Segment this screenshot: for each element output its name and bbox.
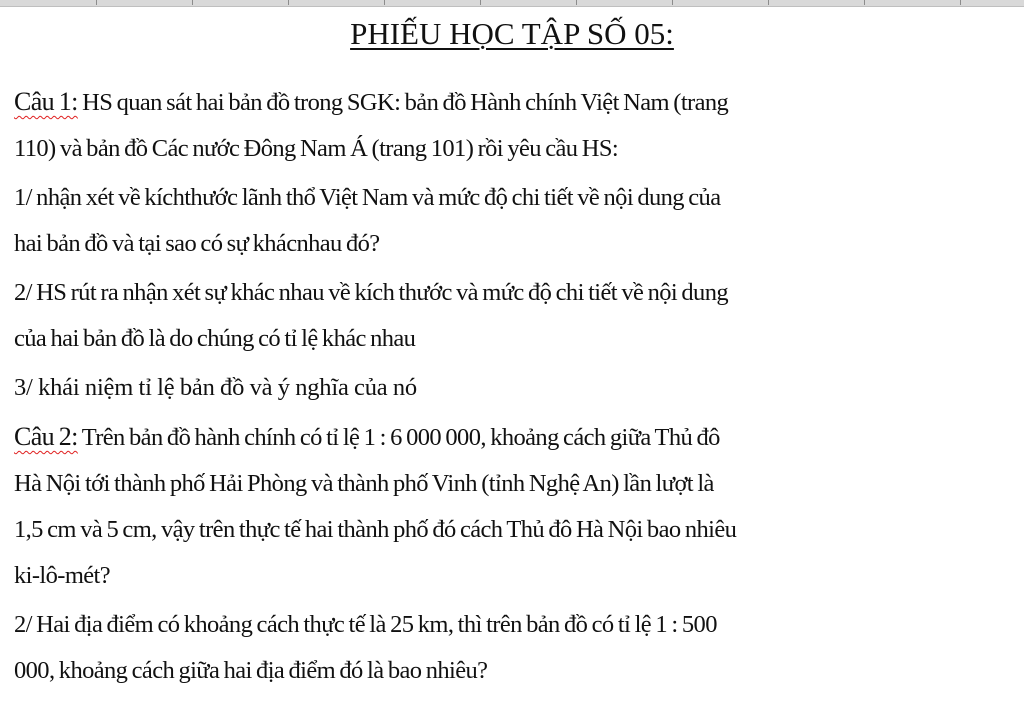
question-2-label: Câu 2: bbox=[14, 422, 78, 451]
question-1-item-1-line-2: hai bản đồ và tại sao có sự khácnhau đó? bbox=[14, 230, 380, 257]
question-1-intro bbox=[14, 79, 1012, 172]
ruler-tick bbox=[96, 0, 97, 5]
question-2-part-1 bbox=[14, 414, 1012, 599]
question-2-part-2-line-2: 000, khoảng cách giữa hai địa điểm đó là bao nhiêu? bbox=[14, 657, 488, 684]
ruler-tick bbox=[288, 0, 289, 5]
question-1-item-1 bbox=[14, 175, 1012, 267]
question-1-label: Câu 1: bbox=[14, 87, 78, 116]
question-1-item-3 bbox=[14, 365, 1012, 411]
ruler-tick bbox=[960, 0, 961, 5]
question-1-item-2 bbox=[14, 270, 1012, 362]
question-1-item-2-line-1: 2/ HS rút ra nhận xét sự khác nhau về kích thước và mức độ chi tiết về nội dung bbox=[14, 279, 729, 306]
question-2-line-3: 1,5 cm và 5 cm, vậy trên thực tế hai thành phố đó cách Thủ đô Hà Nội bao nhiêu bbox=[14, 516, 737, 543]
question-2-line-1: Trên bản đồ hành chính có tỉ lệ 1 : 6 000 000, khoảng cách giữa Thủ đô bbox=[81, 424, 720, 451]
worksheet-title: PHIẾU HỌC TẬP SỐ 05: bbox=[350, 16, 674, 51]
question-1-intro-line-1: HS quan sát hai bản đồ trong SGK: bản đồ Hành chính Việt Nam (trang bbox=[82, 89, 729, 116]
ruler-tick bbox=[768, 0, 769, 5]
question-2-part-2-line-1: 2/ Hai địa điểm có khoảng cách thực tế là 25 km, thì trên bản đồ có tỉ lệ 1 : 500 bbox=[14, 611, 717, 638]
question-2-line-2: Hà Nội tới thành phố Hải Phòng và thành phố Vinh (tỉnh Nghệ An) lần lượt là bbox=[14, 470, 714, 497]
question-2-line-4: ki-lô-mét? bbox=[14, 562, 111, 589]
text-line bbox=[14, 414, 1012, 461]
ruler-tick bbox=[480, 0, 481, 5]
question-2-part-2 bbox=[14, 602, 1012, 694]
ruler-tick bbox=[192, 0, 193, 5]
ruler-tick bbox=[576, 0, 577, 5]
ruler-tick bbox=[384, 0, 385, 5]
question-1-intro-line-2: 110) và bản đồ Các nước Đông Nam Á (trang 101) rồi yêu cầu HS: bbox=[14, 135, 619, 162]
question-1-item-1-line-1: 1/ nhận xét về kíchthước lãnh thổ Việt Nam và mức độ chi tiết về nội dung của bbox=[14, 184, 721, 211]
top-ruler bbox=[0, 0, 1024, 7]
text-line bbox=[14, 79, 1012, 126]
ruler-tick bbox=[864, 0, 865, 5]
question-1-item-2-line-2: của hai bản đồ là do chúng có tỉ lệ khác nhau bbox=[14, 325, 416, 352]
question-1-item-3-line-1: 3/ khái niệm tỉ lệ bản đồ và ý nghĩa của nó bbox=[14, 374, 417, 401]
worksheet-body bbox=[14, 79, 1012, 697]
ruler-tick bbox=[672, 0, 673, 5]
